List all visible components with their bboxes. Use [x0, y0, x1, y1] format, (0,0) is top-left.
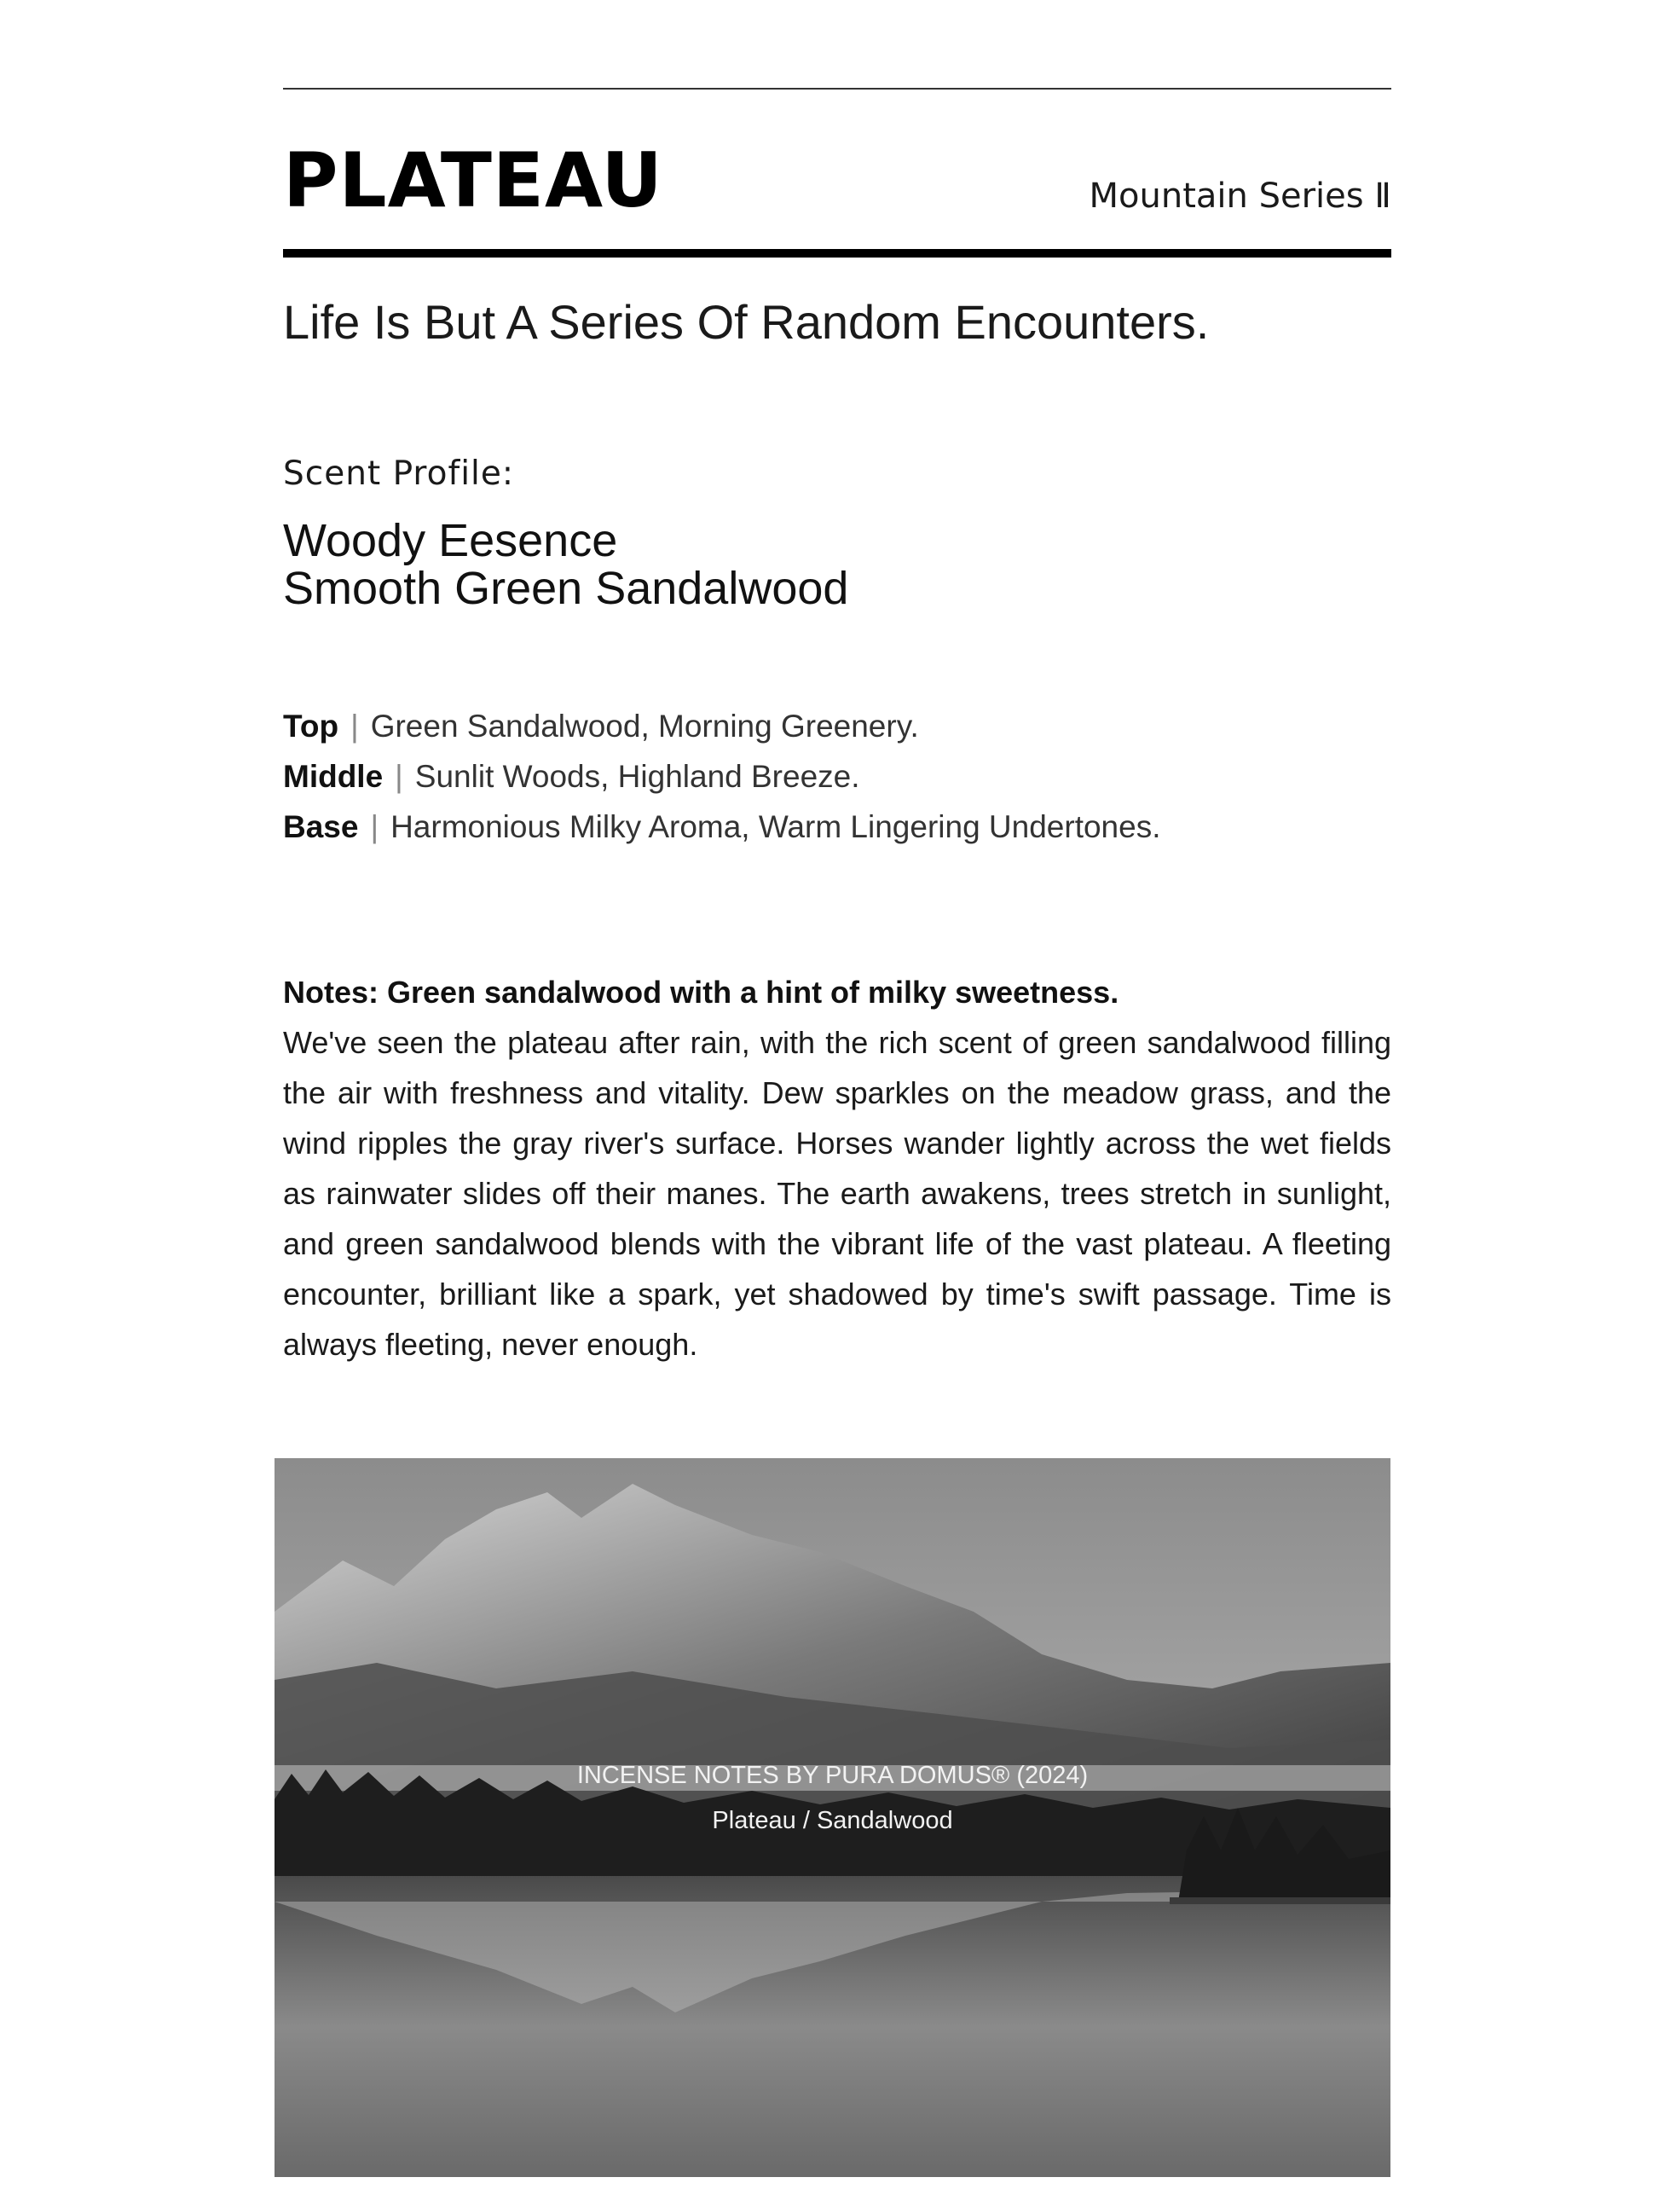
photo-caption-subtitle: Plateau / Sandalwood [712, 1807, 953, 1834]
note-row-top [283, 701, 1161, 751]
note-separator: | [395, 759, 403, 794]
story-body: We've seen the plateau after rain, with the rich scent of green sandalwood filling the air with freshness and vitality. Dew sparkles on the meadow grass, and the wind ripples the gray river's surface. Horses wander lightly across the wet fields as rainwater slides off their manes. The earth awakens, trees stretch in sunlight, and green sandalwood blends with the vibrant life of the vast plateau. A fleeting encounter, brilliant like a spark, yet shadowed by time's swift passage. Time is always fleeting, never enough. [283, 1025, 1391, 1362]
product-title: PLATEAU [283, 136, 663, 224]
mountain-lake-photo [275, 1458, 1390, 2177]
top-divider [283, 88, 1391, 90]
note-key: Base [283, 809, 359, 844]
scent-profile-line: Smooth Green Sandalwood [283, 563, 849, 614]
note-key: Middle [283, 759, 384, 794]
story-heading: Notes: Green sandalwood with a hint of milky sweetness. [283, 975, 1119, 1010]
note-value: Harmonious Milky Aroma, Warm Lingering Undertones. [390, 809, 1161, 844]
story-block [283, 967, 1391, 1369]
note-row-middle [283, 751, 1161, 802]
scent-profile-line: Woody Eesence [283, 515, 618, 566]
scent-profile-description [283, 517, 848, 612]
note-value: Sunlit Woods, Highland Breeze. [414, 759, 860, 794]
series-label: Mountain Series Ⅱ [1089, 177, 1391, 216]
note-key: Top [283, 709, 339, 744]
note-separator: | [370, 809, 379, 844]
scent-profile-label: Scent Profile: [283, 455, 515, 493]
note-value: Green Sandalwood, Morning Greenery. [370, 709, 919, 744]
tagline: Life Is But A Series Of Random Encounters. [283, 295, 1210, 349]
note-row-base [283, 802, 1161, 852]
photo-caption-credit: INCENSE NOTES BY PURA DOMUS® (2024) [576, 1762, 1089, 1789]
title-underline [283, 249, 1391, 258]
note-separator: | [350, 709, 359, 744]
fragrance-notes-list [283, 701, 1161, 852]
